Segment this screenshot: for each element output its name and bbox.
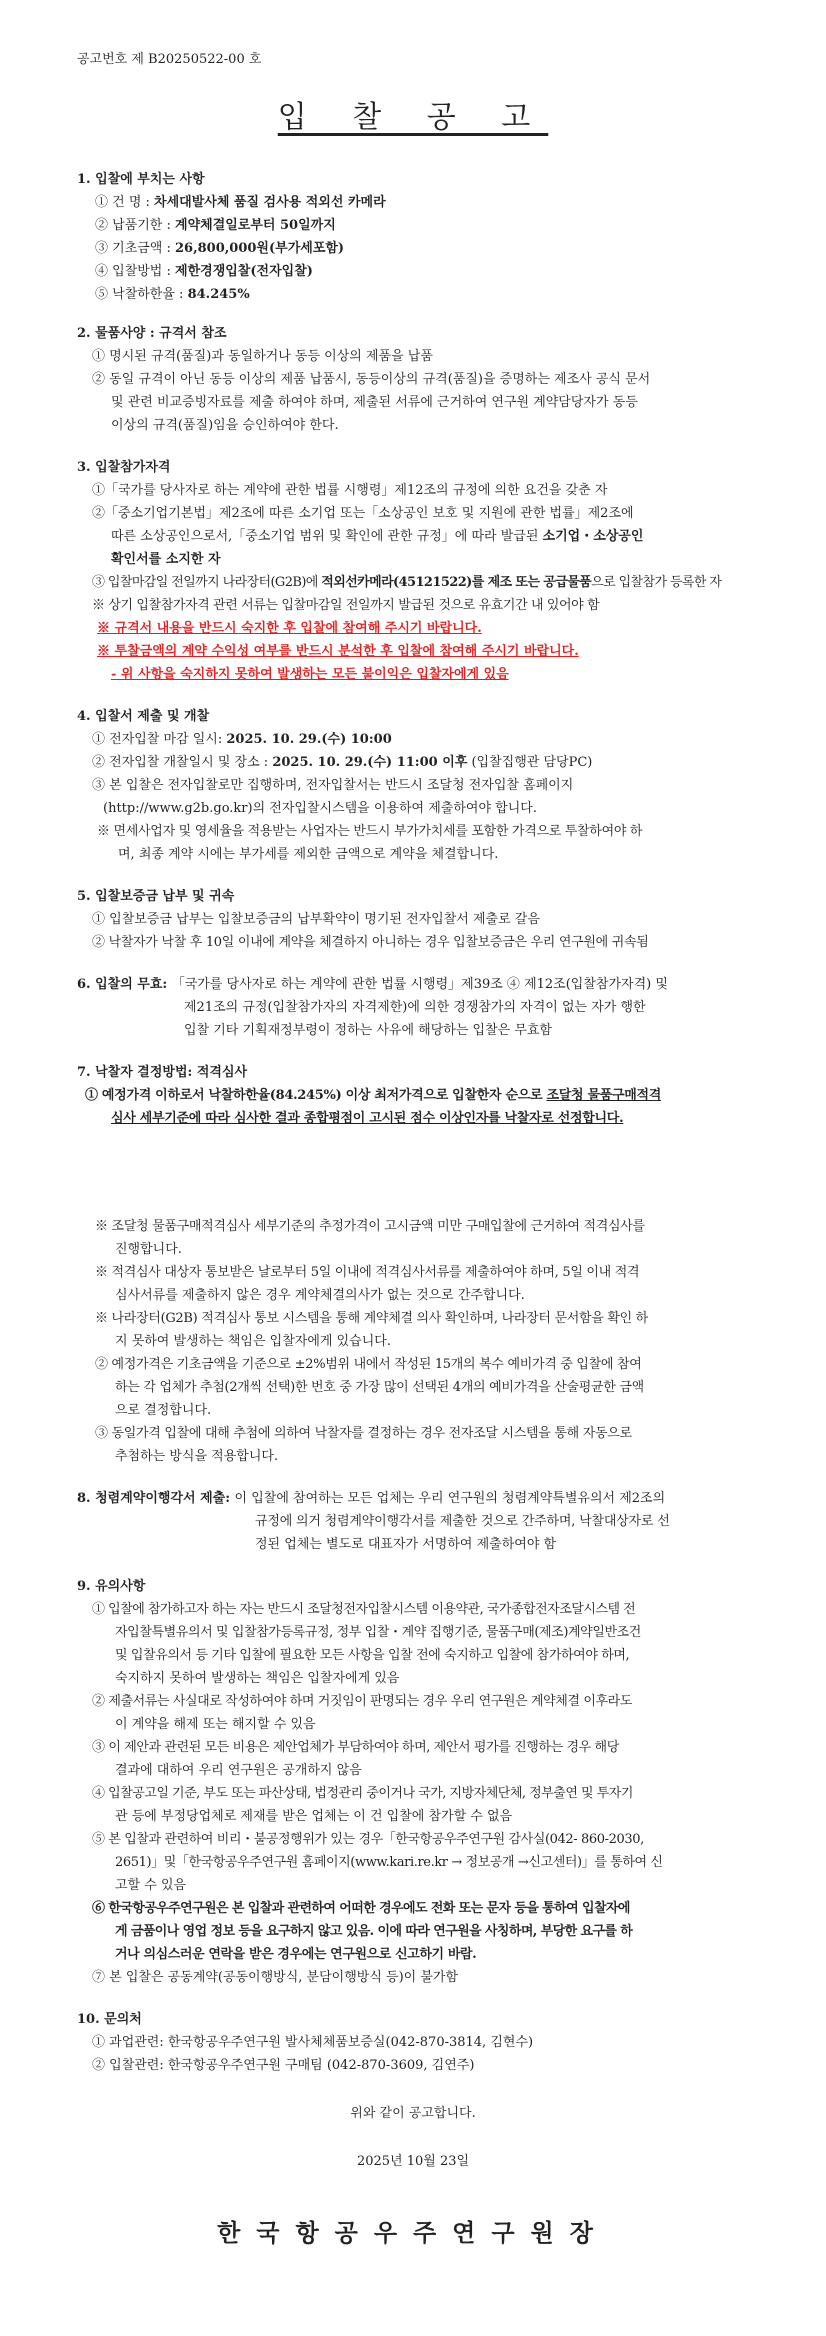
section-7-heading: 7. 낙찰자 결정방법: 적격심사 [77, 1065, 248, 1080]
invalid-line: 제21조의 규정(입찰참가자의 자격제한)에 의한 경쟁참가의 자격이 없는 자가 행한 [184, 1000, 646, 1015]
section-1-heading: 1. 입찰에 부치는 사항 [77, 172, 205, 187]
integrity-row [77, 1491, 665, 1507]
section-5-heading: 5. 입찰보증금 납부 및 귀속 [77, 889, 235, 904]
qualification-line: 확인서를 소지한 자 [111, 552, 221, 567]
section-8-heading: 8. 청렴계약이행각서 제출: [77, 1491, 235, 1506]
qualification-bold: 적외선카메라(45121522)를 제조 또는 공급물품 [321, 575, 592, 590]
delivery-label: ② 납품기한 : [95, 218, 176, 233]
caution-line: ③ 이 제안과 관련된 모든 비용은 제안업체가 부담하여야 하며, 제안서 평가를 진행하는 경우 해당 [92, 1740, 619, 1755]
qualification-line: ②「중소기업기본법」제2조에 따른 소기업 또는「소상공인 보호 및 지원에 관한 법률」제2조에 [92, 506, 634, 521]
deadline-value: 2025. 10. 29.(수) 10:00 [226, 732, 392, 747]
issuer-name: 한국항공우주연구원장 [217, 2218, 609, 2247]
section-2-heading: 2. 물품사양 : 규격서 참조 [77, 326, 227, 341]
award-note: ② 예정가격은 기초금액을 기준으로 ±2%범위 내에서 작성된 15개의 복수 예비가격 중 입찰에 참여 [95, 1357, 642, 1372]
contact-line: ① 과업관련: 한국항공우주연구원 발사체체품보증실(042-870-3814, 김현수) [92, 2035, 534, 2050]
qualification-line [92, 575, 721, 591]
invalid-line: 「국가를 당사자로 하는 계약에 관한 법률 시행령」제39조 ④ 제12조(입찰참가자격) 및 [171, 977, 668, 992]
delivery-value: 계약체결일로부터 50일까지 [175, 218, 336, 233]
caution-line: ② 제출서류는 사실대로 작성하여야 하며 거짓임이 판명되는 경우 우리 연구원은 계약체결 이후라도 [92, 1694, 632, 1709]
caution-line: ① 입찰에 참가하고자 하는 자는 반드시 조달청전자입찰시스템 이용약관, 국가종합전자조달시스템 전 [92, 1602, 636, 1617]
submission-note: ※ 면세사업자 및 영세율을 적용받는 사업자는 반드시 부가가치세를 포함한 가격으로 투찰하여야 하 [97, 824, 643, 839]
caution-line: ④ 입찰공고일 기준, 부도 또는 파산상태, 법정관리 중이거나 국가, 지방자체단체, 정부출연 및 투자기 [92, 1786, 633, 1801]
item-name-value: 차세대발사체 품질 검사용 적외선 카메라 [154, 195, 386, 210]
award-note: ③ 동일가격 입찰에 대해 추첨에 의하여 낙찰자를 결정하는 경우 전자조달 시스템을 통해 자동으로 [95, 1426, 632, 1441]
caution-line: 이 계약을 해제 또는 해지할 수 있음 [115, 1717, 316, 1732]
qualification-note: ※ 상기 입찰참가자격 관련 서류는 입찰마감일 전일까지 발급된 것으로 유효기간 내 있어야 함 [92, 598, 600, 613]
caution-line: 관 등에 부정당업체로 제재를 받은 업체는 이 건 입찰에 참가할 수 없음 [115, 1809, 513, 1824]
opening-value: 2025. 10. 29.(수) 11:00 이후 [272, 755, 468, 770]
invalid-row [77, 977, 668, 993]
caution-line: 및 입찰유의서 등 기타 입찰에 필요한 모든 사항을 입찰 전에 숙지하고 입찰에 참가하여야 하며, [115, 1648, 630, 1663]
award-text-underlined: 조달청 물품구매적격 [546, 1088, 662, 1103]
caution-line: ⑤ 본 입찰과 관련하여 비리・불공정행위가 있는 경우「한국항공우주연구원 감사실(042- 860-2030, [92, 1832, 644, 1847]
section-3-heading: 3. 입찰참가자격 [77, 460, 171, 475]
integrity-line: 규정에 의거 청렴계약이행각서를 제출한 것으로 간주하며, 낙찰대상자로 선 [255, 1514, 670, 1529]
award-note: 하는 각 업체가 추첨(2개씩 선택)한 번호 중 가장 많이 선택된 4개의 예비가격을 산술평균한 금액 [115, 1380, 644, 1395]
award-row [85, 1088, 661, 1104]
page-title: 입 찰 공 고 [277, 100, 549, 135]
opening-row [92, 755, 592, 771]
section-9-heading: 9. 유의사항 [77, 1579, 146, 1594]
caution-line: ⑦ 본 입찰은 공동계약(공동이행방식, 분담이행방식 등)이 불가함 [92, 1970, 459, 1985]
closing-text: 위와 같이 공고합니다. [350, 2106, 476, 2121]
warning-note: ※ 투찰금액의 계약 수익성 여부를 반드시 분석한 후 입찰에 참여해 주시기 바랍니다. [97, 644, 579, 659]
qualification-text: 으로 입찰참가 등록한 자 [591, 575, 722, 590]
opening-place: (입찰집행관 담당PC) [467, 755, 593, 770]
warning-note: ※ 규격서 내용을 반드시 숙지한 후 입찰에 참여해 주시기 바랍니다. [97, 621, 482, 636]
bid-method-label: ④ 입찰방법 : [95, 264, 176, 279]
caution-line: 자입찰특별유의서 및 입찰참가등록규정, 정부 입찰・계약 집행기준, 물품구매(제조)계약일반조건 [115, 1625, 641, 1640]
bid-method-row [95, 264, 313, 280]
award-note: 진행합니다. [115, 1242, 182, 1257]
spec-line: 이상의 규격(품질)임을 승인하여야 한다. [111, 418, 339, 433]
section-10-heading: 10. 문의처 [77, 2012, 142, 2027]
delivery-row [95, 218, 336, 234]
spec-line: ① 명시된 규격(품질)과 동일하거나 동등 이상의 제품을 납품 [92, 349, 433, 364]
caution-line: 결과에 대하여 우리 연구원은 공개하지 않음 [115, 1763, 362, 1778]
award-note: 으로 결정합니다. [115, 1403, 212, 1418]
notice-date: 2025년 10월 23일 [356, 2154, 470, 2169]
invalid-line: 입찰 기타 기획재정부령이 정하는 사유에 해당하는 입찰은 무효함 [184, 1023, 552, 1038]
deadline-label: ① 전자입찰 마감 일시: [92, 732, 227, 747]
opening-label: ② 전자입찰 개찰일시 및 장소 : [92, 755, 273, 770]
base-price-value: 26,800,000원(부가세포함) [175, 241, 345, 256]
warning-note: - 위 사항을 숙지하지 못하여 발생하는 모든 불이익은 입찰자에게 있음 [111, 667, 509, 682]
deposit-line: ② 낙찰자가 낙찰 후 10일 이내에 계약을 체결하지 아니하는 경우 입찰보증금은 우리 연구원에 귀속됨 [92, 935, 649, 950]
integrity-line: 이 입찰에 참여하는 모든 업체는 우리 연구원의 청렴계약특별유의서 제2조의 [234, 1491, 666, 1506]
award-text-underlined: 심사 세부기준에 따라 심사한 결과 종합평점이 고시된 점수 이상인자를 낙찰자로 선정합니다. [111, 1111, 624, 1126]
award-note: 심사서류를 제출하지 않은 경우 계약체결의사가 없는 것으로 간주합니다. [115, 1288, 525, 1303]
award-note: 지 못하여 발생하는 책임은 입찰자에게 있습니다. [115, 1334, 391, 1349]
deposit-line: ① 입찰보증금 납부는 입찰보증금의 납부확약이 명기된 전자입찰서 제출로 갈음 [92, 912, 540, 927]
notice-number: 공고번호 제 B20250522-00 호 [77, 52, 262, 67]
section-4-heading: 4. 입찰서 제출 및 개찰 [77, 709, 210, 724]
caution-bold-line: 거나 의심스러운 연락을 받은 경우에는 연구원으로 신고하기 바람. [115, 1947, 477, 1962]
qualification-text: 따른 소상공인으로서,「중소기업 범위 및 확인에 관한 규정」에 따라 발급된 [111, 529, 543, 544]
award-note: 추첨하는 방식을 적용합니다. [115, 1449, 279, 1464]
submission-note: 며, 최종 계약 시에는 부가세를 제외한 금액으로 계약을 체결합니다. [118, 847, 499, 862]
award-note: ※ 적격심사 대상자 통보받은 날로부터 5일 이내에 적격심사서류를 제출하여야 하며, 5일 이내 적격 [95, 1265, 640, 1280]
integrity-line: 정된 업체는 별도로 대표자가 서명하여 제출하여야 함 [255, 1537, 557, 1552]
qualification-line: ①「국가를 당사자로 하는 계약에 관한 법률 시행령」제12조의 규정에 의한 요건을 갖춘 자 [92, 483, 608, 498]
caution-line: 숙지하지 못하여 발생하는 책임은 입찰자에게 있음 [115, 1671, 400, 1686]
award-text: ① 예정가격 이하로서 낙찰하한율(84.245%) 이상 최저가격으로 입찰한자 순으로 [85, 1088, 547, 1103]
contact-line: ② 입찰관련: 한국항공우주연구원 구매팀 (042-870-3609, 김연주) [92, 2058, 475, 2073]
deadline-row [92, 732, 392, 748]
award-note: ※ 조달청 물품구매적격심사 세부기준의 추정가격이 고시금액 미만 구매입찰에 근거하여 적격심사를 [95, 1219, 645, 1234]
item-name-row [95, 195, 386, 211]
spec-line: ② 동일 규격이 아닌 동등 이상의 제품 납품시, 동등이상의 규격(품질)을 증명하는 제조사 공식 문서 [92, 372, 651, 387]
min-rate-value: 84.245% [187, 287, 250, 302]
caution-line: 2651)」및「한국항공우주연구원 홈페이지(www.kari.re.kr → 정보공개 →신고센터)」를 통하여 신 [115, 1855, 663, 1870]
min-rate-row [95, 287, 250, 303]
spec-line: 및 관련 비교증빙자료를 제출 하여야 하며, 제출된 서류에 근거하여 연구원 계약담당자가 동등 [111, 395, 638, 410]
min-rate-label: ⑤ 낙찰하한율 : [95, 287, 188, 302]
submission-line: (http://www.g2b.go.kr)의 전자입찰시스템을 이용하여 제출하여야 합니다. [103, 801, 537, 816]
base-price-row [95, 241, 344, 257]
bid-method-value: 제한경쟁입찰(전자입찰) [175, 264, 313, 279]
section-6-heading: 6. 입찰의 무효: [77, 977, 172, 992]
award-note: ※ 나라장터(G2B) 적격심사 통보 시스템을 통해 계약체결 의사 확인하며, 나라장터 문서함을 확인 하 [95, 1311, 648, 1326]
qualification-bold: 소기업・소상공인 [542, 529, 644, 544]
submission-line: ③ 본 입찰은 전자입찰로만 집행하며, 전자입찰서는 반드시 조달청 전자입찰 홈페이지 [92, 778, 574, 793]
base-price-label: ③ 기초금액 : [95, 241, 176, 256]
qualification-text: ③ 입찰마감일 전일까지 나라장터(G2B)에 [92, 575, 322, 590]
caution-line: 고할 수 있음 [115, 1878, 187, 1893]
caution-bold-line: ⑥ 한국항공우주연구원은 본 입찰과 관련하여 어떠한 경우에도 전화 또는 문자 등을 통하여 입찰자에 [92, 1901, 630, 1916]
item-name-label: ① 건 명 : [95, 195, 155, 210]
caution-bold-line: 게 금품이나 영업 정보 등을 요구하지 않고 있음. 이에 따라 연구원을 사칭하며, 부당한 요구를 하 [115, 1924, 633, 1939]
qualification-line [111, 529, 643, 545]
